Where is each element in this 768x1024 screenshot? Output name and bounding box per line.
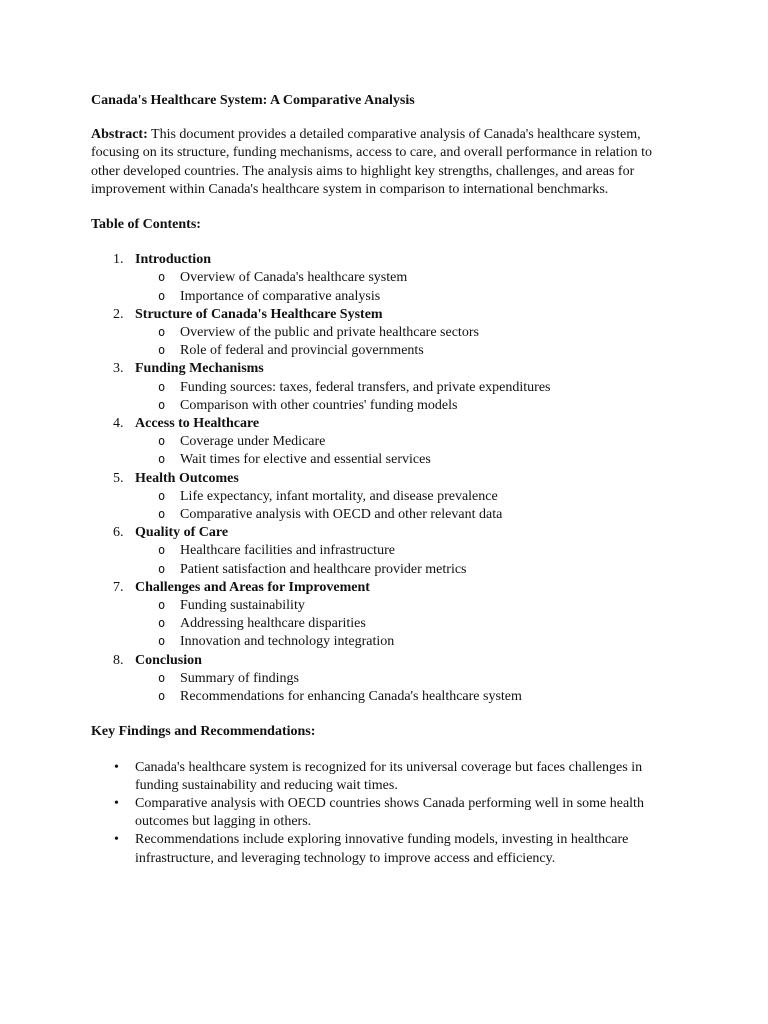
toc-subitem-text: Importance of comparative analysis (180, 288, 381, 304)
toc-subitem (135, 688, 681, 706)
toc-subitem (135, 379, 681, 397)
circle-bullet-icon: o (158, 452, 166, 467)
finding-item (91, 831, 681, 867)
abstract-label: Abstract: (91, 127, 148, 143)
toc-subitem-list (135, 597, 681, 652)
circle-bullet-icon: o (158, 488, 166, 503)
toc-subitem (135, 397, 681, 415)
toc-subitem-list (135, 488, 681, 524)
finding-text: Recommendations include exploring innovative funding models, investing in healthcare infrastructure, and leveraging technology to improve access and efficiency. (135, 832, 629, 866)
toc-subitem-text: Overview of Canada's healthcare system (180, 270, 408, 286)
bullet-icon: • (114, 759, 119, 775)
toc-item (91, 415, 681, 470)
toc-item-number: 5. (113, 470, 124, 486)
toc-subitem (135, 269, 681, 287)
toc-subitem (135, 506, 681, 524)
toc-subitem-text: Summary of findings (180, 670, 299, 686)
toc-item-title: Quality of Care (135, 525, 229, 541)
toc-subitem-list (135, 324, 681, 360)
document-title: Canada's Healthcare System: A Comparative Analysis (91, 93, 415, 108)
toc-item (91, 524, 681, 579)
finding-item (91, 795, 681, 831)
document-content (91, 92, 681, 868)
toc-item (91, 251, 681, 306)
toc-subitem-text: Role of federal and provincial governments (180, 343, 424, 359)
toc-subitem-text: Addressing healthcare disparities (180, 616, 366, 632)
circle-bullet-icon: o (158, 434, 166, 449)
toc-subitem-text: Comparative analysis with OECD and other relevant data (180, 507, 503, 523)
circle-bullet-icon: o (158, 288, 166, 303)
toc-subitem-text: Coverage under Medicare (180, 434, 326, 450)
finding-item (91, 759, 681, 795)
toc-subitem-list (135, 433, 681, 469)
toc-subitem (135, 542, 681, 560)
toc-subitem-text: Wait times for elective and essential services (180, 452, 431, 468)
abstract-paragraph (91, 126, 681, 199)
toc-subitem-text: Overview of the public and private healthcare sectors (180, 325, 479, 341)
toc-item (91, 652, 681, 707)
toc-item-number: 3. (113, 361, 124, 377)
bullet-icon: • (114, 795, 119, 811)
toc-subitem (135, 288, 681, 306)
bullet-icon: • (114, 832, 119, 848)
toc-item-title: Structure of Canada's Healthcare System (135, 306, 383, 322)
abstract-text: This document provides a detailed comparative analysis of Canada's healthcare system, focusing on its structure, funding mechanisms, access to care, and overall performance in relation to other developed countries. The analysis aims to highlight key strengths, challenges, and areas for improvement within Canada's healthcare system in comparison to international benchmarks. (91, 127, 652, 197)
toc-subitem (135, 451, 681, 469)
toc-item-number: 8. (113, 652, 124, 668)
toc-item (91, 360, 681, 415)
circle-bullet-icon: o (158, 616, 166, 631)
toc-subitem-text: Recommendations for enhancing Canada's healthcare system (180, 689, 522, 705)
toc-item-title: Access to Healthcare (135, 416, 260, 432)
toc-subitem-list (135, 542, 681, 578)
toc-item-number: 1. (113, 252, 124, 268)
toc-subitem (135, 670, 681, 688)
toc-item-number: 2. (113, 306, 124, 322)
toc-subitem-list (135, 670, 681, 706)
circle-bullet-icon: o (158, 379, 166, 394)
circle-bullet-icon: o (158, 543, 166, 558)
toc-subitem-text: Innovation and technology integration (180, 634, 395, 650)
toc-heading: Table of Contents: (91, 217, 201, 233)
toc-subitem (135, 324, 681, 342)
circle-bullet-icon: o (158, 561, 166, 576)
toc-item-title: Funding Mechanisms (135, 361, 264, 377)
circle-bullet-icon: o (158, 670, 166, 685)
findings-list (91, 759, 681, 868)
toc-item-title: Challenges and Areas for Improvement (135, 579, 370, 595)
table-of-contents (91, 251, 681, 706)
toc-item-title: Health Outcomes (135, 470, 239, 486)
toc-item-title: Conclusion (135, 652, 202, 668)
toc-subitem (135, 633, 681, 651)
circle-bullet-icon: o (158, 270, 166, 285)
toc-subitem-text: Comparison with other countries' funding models (180, 397, 458, 413)
toc-subitem (135, 615, 681, 633)
circle-bullet-icon: o (158, 598, 166, 613)
toc-subitem-text: Patient satisfaction and healthcare provider metrics (180, 561, 467, 577)
circle-bullet-icon: o (158, 634, 166, 649)
finding-text: Canada's healthcare system is recognized for its universal coverage but faces challenges in funding sustainability and reducing wait times. (135, 759, 643, 793)
circle-bullet-icon: o (158, 397, 166, 412)
toc-subitem-text: Funding sustainability (180, 598, 305, 614)
toc-subitem-text: Healthcare facilities and infrastructure (180, 543, 395, 559)
toc-subitem (135, 342, 681, 360)
toc-item-number: 7. (113, 579, 124, 595)
toc-subitem-list (135, 269, 681, 305)
toc-subitem (135, 597, 681, 615)
toc-item-title: Introduction (135, 252, 211, 268)
toc-item (91, 579, 681, 652)
circle-bullet-icon: o (158, 689, 166, 704)
toc-subitem (135, 561, 681, 579)
toc-subitem-text: Life expectancy, infant mortality, and disease prevalence (180, 488, 498, 504)
findings-heading: Key Findings and Recommendations: (91, 724, 316, 740)
circle-bullet-icon: o (158, 507, 166, 522)
toc-item-number: 4. (113, 416, 124, 432)
finding-text: Comparative analysis with OECD countries shows Canada performing well in some health outcomes but lagging in others. (135, 795, 644, 830)
toc-item-number: 6. (113, 525, 124, 541)
toc-item (91, 470, 681, 525)
toc-subitem (135, 488, 681, 506)
toc-subitem-text: Funding sources: taxes, federal transfers, and private expenditures (180, 379, 551, 395)
toc-item (91, 306, 681, 361)
circle-bullet-icon: o (158, 343, 166, 358)
toc-subitem-list (135, 379, 681, 415)
circle-bullet-icon: o (158, 325, 166, 340)
toc-subitem (135, 433, 681, 451)
